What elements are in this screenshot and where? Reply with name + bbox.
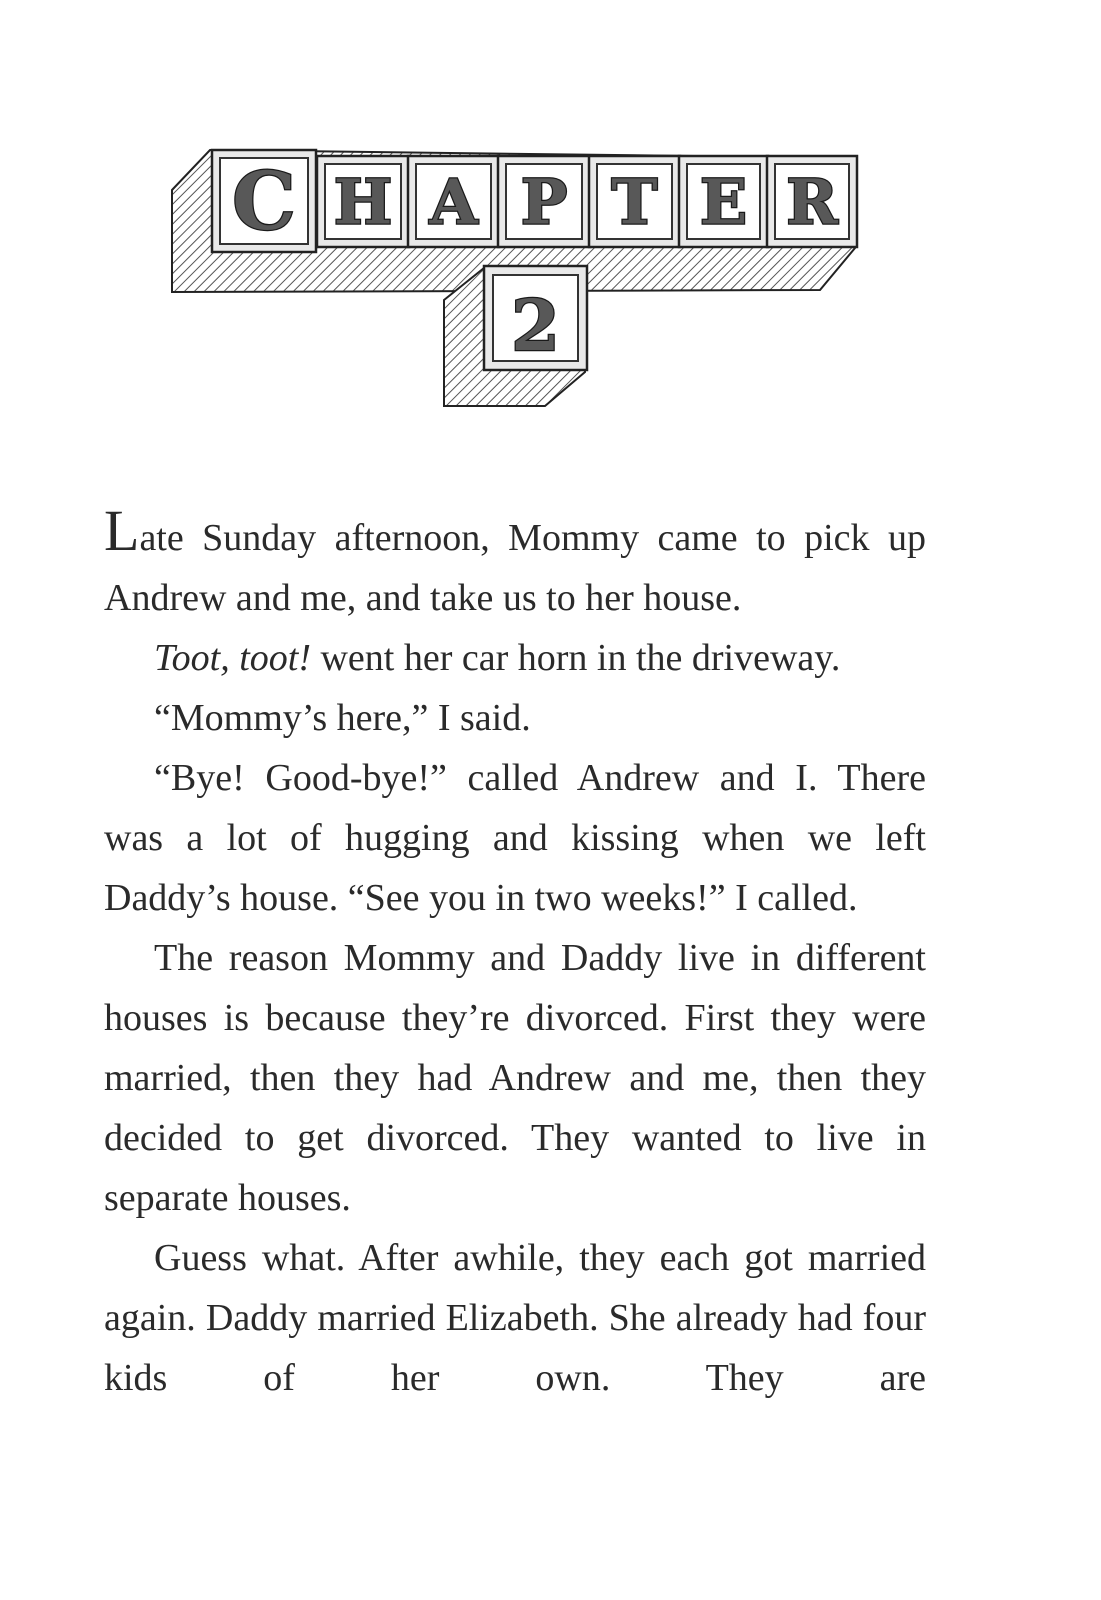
chapter-letter: H: [333, 165, 393, 239]
chapter-letter: T: [611, 165, 658, 239]
chapter-number: 2: [511, 284, 560, 367]
chapter-block-art: [0, 0, 1101, 440]
paragraph-1: [104, 498, 926, 628]
chapter-letter: A: [429, 165, 478, 239]
paragraph-4: [104, 748, 926, 928]
chapter-letter: P: [520, 165, 568, 239]
paragraph-2: [104, 628, 926, 688]
chapter-heading: [0, 0, 1101, 440]
paragraph-1-text: ate Sunday afternoon, Mommy came to pick up Andrew and me, and take us to her house.: [104, 517, 926, 619]
chapter-number-block: [484, 266, 587, 370]
chapter-letter: C: [232, 154, 296, 248]
paragraph-3: [104, 688, 926, 748]
body-text: [104, 498, 926, 1408]
paragraph-5-text: The reason Mommy and Daddy live in different houses is because they’re divorced. First they were married, then they had Andrew and me, then they decided to get divorced. They wanted to live in separate houses.: [104, 937, 926, 1219]
paragraph-3-text: “Mommy’s here,” I said.: [154, 697, 531, 739]
paragraph-5: [104, 928, 926, 1228]
chapter-letter: R: [786, 165, 838, 239]
paragraph-6: [104, 1228, 926, 1408]
drop-cap: L: [104, 498, 140, 563]
chapter-letter-blocks: [212, 150, 857, 252]
paragraph-4-text: “Bye! Good-bye!” called Andrew and I. There was a lot of hugging and kissing when we left Daddy’s house. “See you in two weeks!” I called.: [104, 757, 926, 919]
paragraph-6-text: Guess what. After awhile, they each got married again. Daddy married Elizabeth. She already had four kids of her own. They are: [104, 1237, 926, 1399]
chapter-letter: E: [699, 165, 748, 239]
paragraph-2-italic: Toot, toot!: [154, 637, 311, 679]
paragraph-2-text: went her car horn in the driveway.: [310, 637, 841, 679]
